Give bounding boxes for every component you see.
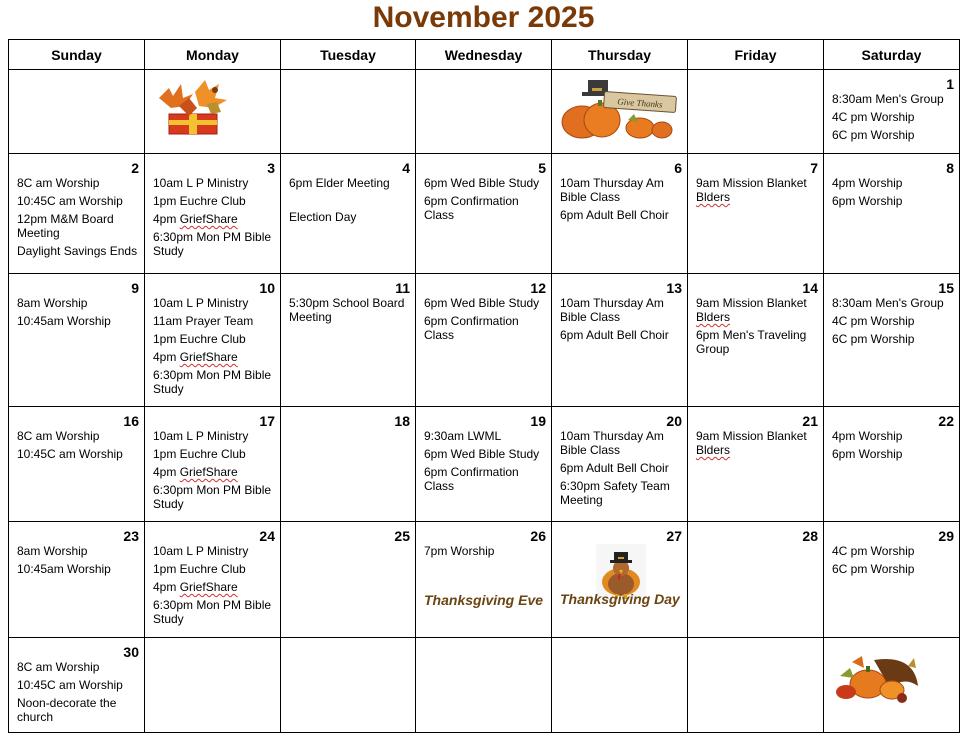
day-cell[interactable] [9, 522, 145, 638]
event: 6pm Wed Bible Study [424, 176, 540, 190]
event: 9am Mission Blanket Blders [696, 429, 807, 457]
event: 8am Worship [17, 544, 88, 558]
event: 9am Mission Blanket Blders [696, 176, 807, 204]
day-cell[interactable] [688, 522, 824, 638]
day-cell[interactable] [9, 154, 145, 274]
day-number: 30 [123, 644, 139, 660]
event: 4pm Worship [832, 176, 903, 190]
empty-day-cell [145, 638, 281, 733]
day-number: 29 [938, 528, 954, 544]
weekday-wednesday: Wednesday [416, 40, 552, 70]
day-cell[interactable] [416, 274, 552, 407]
weekday-friday: Friday [688, 40, 824, 70]
empty-day-cell [688, 70, 824, 154]
event: 6:30pm Mon PM Bible Study [153, 368, 272, 396]
event: 8C am Worship [17, 176, 100, 190]
event: 6pm Adult Bell Choir [560, 208, 669, 222]
event: 10:45C am Worship [17, 447, 123, 461]
day-cell[interactable] [688, 274, 824, 407]
event: 7pm Worship [424, 544, 495, 558]
event: 9:30am LWML [424, 429, 502, 443]
day-cell[interactable] [416, 407, 552, 522]
empty-day-cell [552, 70, 688, 154]
empty-day-cell [416, 638, 552, 733]
empty-day-cell [824, 638, 960, 733]
empty-day-cell [9, 70, 145, 154]
empty-day-cell [552, 638, 688, 733]
event: 8:30am Men's Group [832, 296, 944, 310]
day-number: 28 [802, 528, 818, 544]
day-cell[interactable] [552, 407, 688, 522]
day-number: 3 [267, 160, 275, 176]
event: 8:30am Men's Group [832, 92, 944, 106]
event: 4pm GriefShare [153, 580, 238, 594]
event: 4pm GriefShare [153, 465, 238, 479]
day-number: 2 [131, 160, 139, 176]
day-number: 5 [538, 160, 546, 176]
empty-day-cell [145, 70, 281, 154]
day-number: 7 [810, 160, 818, 176]
event: 6C pm Worship [832, 332, 915, 346]
event: 6pm Adult Bell Choir [560, 461, 669, 475]
event: 8C am Worship [17, 429, 100, 443]
day-cell[interactable] [9, 274, 145, 407]
day-number: 10 [259, 280, 275, 296]
week-row-3 [9, 274, 960, 407]
holiday-label: Thanksgiving Eve [424, 592, 544, 608]
svg-text:Give Thanks: Give Thanks [617, 96, 663, 110]
empty-day-cell [688, 638, 824, 733]
event: 10:45am Worship [17, 562, 111, 576]
event: 6pm Wed Bible Study [424, 447, 540, 461]
day-cell[interactable] [9, 407, 145, 522]
day-number: 21 [802, 413, 818, 429]
day-cell[interactable] [824, 407, 960, 522]
event: 10am Thursday Am Bible Class [560, 429, 664, 457]
weekday-thursday: Thursday [552, 40, 688, 70]
event: 10am L P Ministry [153, 176, 249, 190]
day-cell[interactable] [552, 522, 688, 638]
day-cell[interactable] [281, 407, 416, 522]
day-number: 14 [802, 280, 818, 296]
event: 10am Thursday Am Bible Class [560, 296, 664, 324]
event: 4C pm Worship [832, 314, 915, 328]
event: 10:45C am Worship [17, 678, 123, 692]
day-number: 12 [530, 280, 546, 296]
event: 12pm M&M Board Meeting [17, 212, 114, 240]
event: 10am L P Ministry [153, 429, 249, 443]
weekday-header-row [9, 40, 960, 70]
day-cell[interactable] [281, 154, 416, 274]
day-cell[interactable] [281, 274, 416, 407]
event: 6pm Confirmation Class [424, 314, 519, 342]
day-number: 1 [946, 76, 954, 92]
day-number: 18 [394, 413, 410, 429]
day-cell[interactable] [145, 154, 281, 274]
day-number: 13 [666, 280, 682, 296]
empty-day-cell [416, 70, 552, 154]
day-cell[interactable] [824, 154, 960, 274]
day-number: 20 [666, 413, 682, 429]
weekday-tuesday: Tuesday [281, 40, 416, 70]
event: 4pm GriefShare [153, 212, 238, 226]
day-cell[interactable] [145, 522, 281, 638]
day-cell[interactable] [9, 638, 145, 733]
event: 9am Mission Blanket Blders [696, 296, 807, 324]
event: 6pm Confirmation Class [424, 194, 519, 222]
day-number: 27 [666, 528, 682, 544]
day-cell[interactable] [145, 407, 281, 522]
day-number: 6 [674, 160, 682, 176]
event: 1pm Euchre Club [153, 194, 246, 208]
event: 6:30pm Mon PM Bible Study [153, 598, 272, 626]
day-number: 24 [259, 528, 275, 544]
event: 6pm Wed Bible Study [424, 296, 540, 310]
week-row-5 [9, 522, 960, 638]
day-number: 11 [395, 280, 410, 296]
event: 10am Thursday Am Bible Class [560, 176, 664, 204]
event: 6pm Confirmation Class [424, 465, 519, 493]
event: 11am Prayer Team [153, 314, 254, 328]
event: 6pm Men's Traveling Group [696, 328, 807, 356]
day-cell[interactable] [552, 274, 688, 407]
event: 4C pm Worship [832, 110, 915, 124]
weekday-saturday: Saturday [824, 40, 960, 70]
event: 8am Worship [17, 296, 88, 310]
calendar-grid [8, 39, 960, 733]
day-number: 9 [131, 280, 139, 296]
event: 1pm Euchre Club [153, 332, 246, 346]
empty-day-cell [281, 70, 416, 154]
give-thanks-pumpkins-icon [558, 76, 680, 140]
day-number: 16 [123, 413, 139, 429]
event: 6pm Adult Bell Choir [560, 328, 669, 342]
weekday-sunday: Sunday [9, 40, 145, 70]
day-number: 4 [402, 160, 410, 176]
event: 8C am Worship [17, 660, 100, 674]
event: 1pm Euchre Club [153, 562, 246, 576]
day-number: 25 [394, 528, 410, 544]
empty-day-cell [281, 638, 416, 733]
day-cell[interactable] [824, 522, 960, 638]
day-cell[interactable] [145, 274, 281, 407]
holiday-label: Thanksgiving Day [560, 591, 680, 607]
day-cell[interactable] [688, 407, 824, 522]
pumpkin-cornucopia-icon [834, 646, 920, 706]
event: 4C pm Worship [832, 544, 915, 558]
event: 6pm Elder Meeting [289, 176, 390, 190]
day-cell[interactable] [824, 274, 960, 407]
event: 6pm Worship [832, 194, 903, 208]
event: 4pm GriefShare [153, 350, 238, 364]
event: 4pm Worship [832, 429, 903, 443]
event: 10:45am Worship [17, 314, 111, 328]
event: 10am L P Ministry [153, 544, 249, 558]
calendar-title: November 2025 [372, 1, 595, 34]
day-number: 19 [530, 413, 546, 429]
day-cell[interactable] [688, 154, 824, 274]
day-cell[interactable] [416, 154, 552, 274]
event: 6:30pm Safety Team Meeting [560, 479, 670, 507]
day-cell[interactable] [824, 70, 960, 154]
event: Noon-decorate the church [17, 696, 117, 724]
day-number: 22 [938, 413, 954, 429]
event: Election Day [289, 210, 357, 224]
day-number: 17 [259, 413, 275, 429]
day-number: 23 [123, 528, 139, 544]
week-row-1 [9, 70, 960, 154]
day-number: 26 [530, 528, 546, 544]
day-cell[interactable] [416, 522, 552, 638]
day-number: 8 [946, 160, 954, 176]
day-cell[interactable] [552, 154, 688, 274]
week-row-6 [9, 638, 960, 733]
event: 6:30pm Mon PM Bible Study [153, 483, 272, 511]
week-row-2 [9, 154, 960, 274]
event: Daylight Savings Ends [17, 244, 138, 258]
event: 10am L P Ministry [153, 296, 249, 310]
event: 5:30pm School Board Meeting [289, 296, 405, 324]
event: 6C pm Worship [832, 562, 915, 576]
event: 6C pm Worship [832, 128, 915, 142]
event: 10:45C am Worship [17, 194, 123, 208]
event: 6pm Worship [832, 447, 903, 461]
day-number: 15 [938, 280, 954, 296]
event: 1pm Euchre Club [153, 447, 246, 461]
day-cell[interactable] [281, 522, 416, 638]
weekday-monday: Monday [145, 40, 281, 70]
autumn-leaves-gift-icon [155, 76, 233, 138]
week-row-4 [9, 407, 960, 522]
event: 6:30pm Mon PM Bible Study [153, 230, 272, 258]
